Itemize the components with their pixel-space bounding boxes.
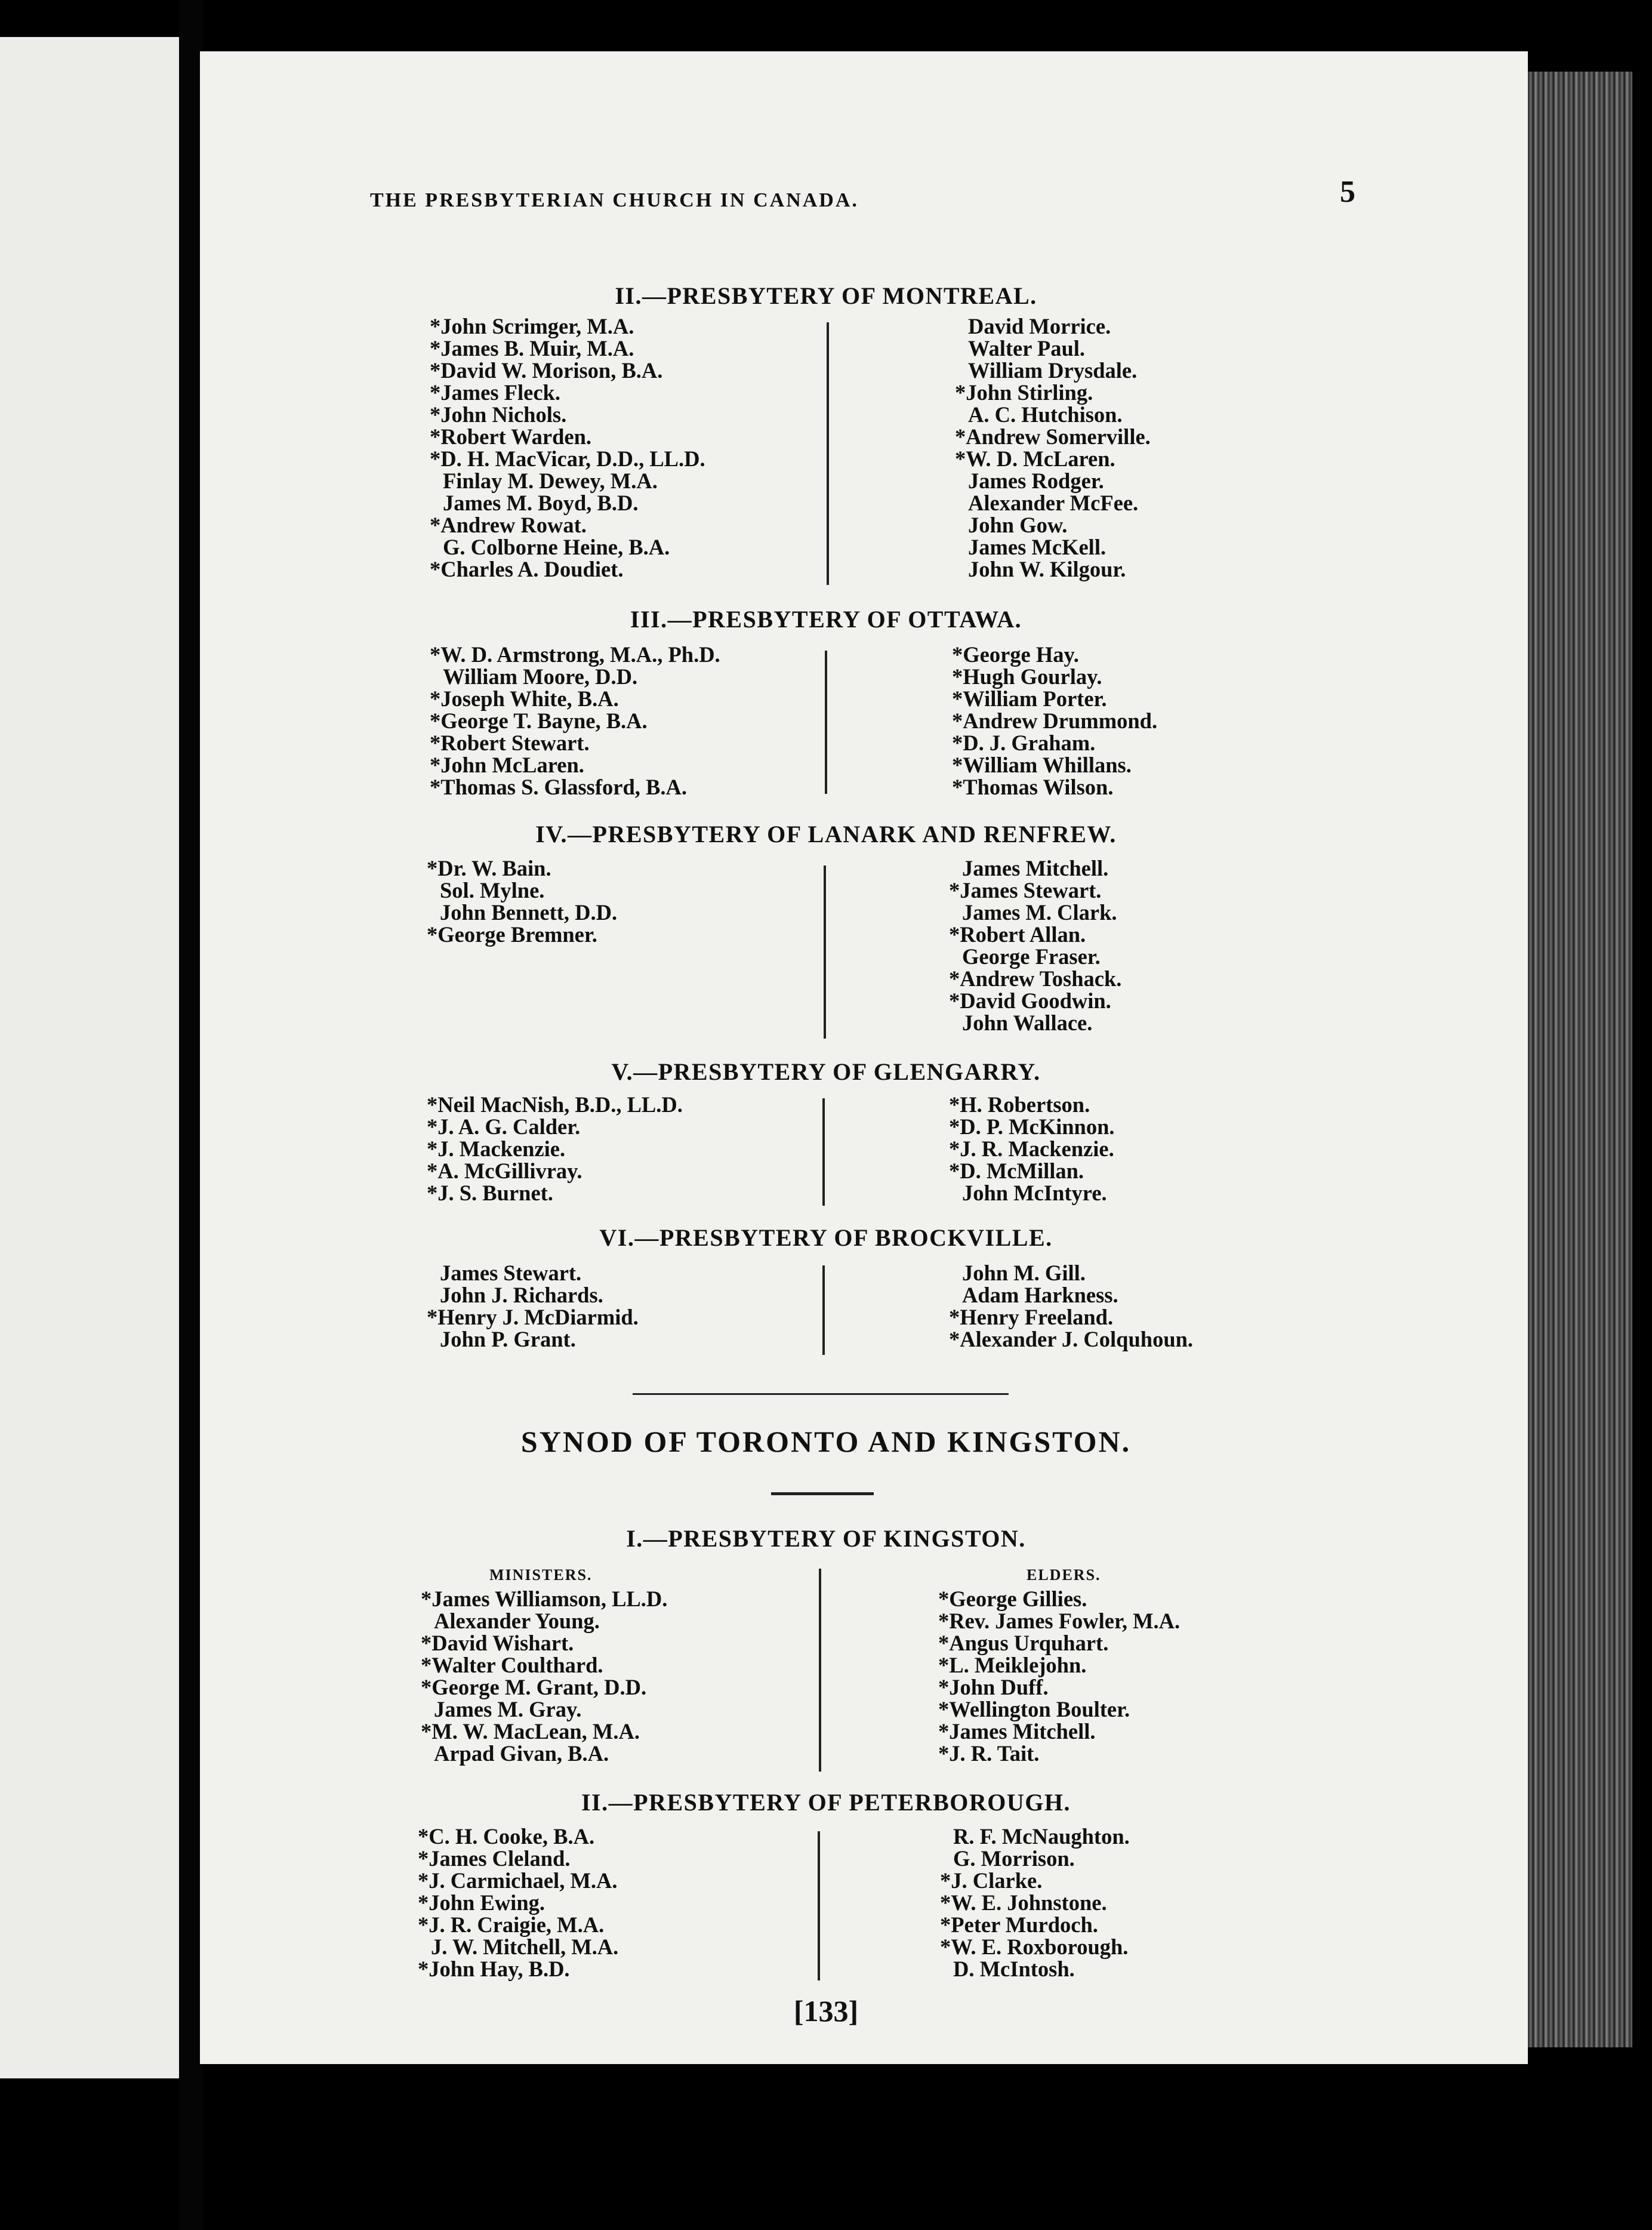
- list-item: *J. Clarke.: [940, 1868, 1043, 1893]
- section-heading-montreal: II.—PRESBYTERY OF MONTREAL.: [615, 282, 1037, 309]
- section-heading-brockville: VI.—PRESBYTERY OF BROCKVILLE.: [599, 1224, 1053, 1251]
- montreal-ministers: [430, 315, 705, 580]
- column-divider: [827, 322, 829, 585]
- column-divider: [822, 1265, 825, 1355]
- column-divider: [818, 1831, 820, 1980]
- list-item: *A. McGillivray.: [427, 1159, 582, 1183]
- list-item: *James B. Muir, M.A.: [430, 336, 634, 361]
- list-item: Adam Harkness.: [962, 1283, 1118, 1307]
- section-heading-peterborough: II.—PRESBYTERY OF PETERBOROUGH.: [581, 1789, 1071, 1816]
- list-item: William Drysdale.: [968, 358, 1138, 383]
- list-item: *John McLaren.: [430, 753, 584, 777]
- section-heading-lanark-renfrew: IV.—PRESBYTERY OF LANARK AND RENFREW.: [535, 821, 1117, 848]
- list-item: James M. Gray.: [434, 1697, 582, 1721]
- list-item: J. W. Mitchell, M.A.: [431, 1935, 619, 1959]
- list-item: *W. D. McLaren.: [955, 446, 1115, 471]
- list-item: G. Colborne Heine, B.A.: [443, 535, 670, 559]
- list-item: *John Hay, B.D.: [418, 1957, 570, 1981]
- lanark-ministers: [427, 857, 617, 945]
- list-item: *J. S. Burnet.: [427, 1181, 553, 1205]
- list-item: *James Williamson, LL.D.: [421, 1587, 668, 1611]
- column-divider: [822, 1098, 825, 1206]
- list-item: *Thomas Wilson.: [952, 775, 1114, 799]
- list-item: *Wellington Boulter.: [938, 1697, 1130, 1721]
- page-number: 5: [1340, 175, 1355, 209]
- section-heading-glengarry: V.—PRESBYTERY OF GLENGARRY.: [611, 1058, 1041, 1085]
- list-item: *J. R. Craigie, M.A.: [418, 1912, 605, 1937]
- column-divider: [824, 865, 826, 1039]
- list-item: *Andrew Toshack.: [949, 966, 1122, 991]
- glengarry-ministers: [427, 1094, 683, 1204]
- list-item: John McIntyre.: [962, 1181, 1107, 1205]
- list-item: James Mitchell.: [962, 856, 1109, 880]
- list-item: *David Goodwin.: [949, 988, 1111, 1013]
- list-item: D. McIntosh.: [953, 1957, 1075, 1981]
- kingston-elders: [938, 1588, 1180, 1764]
- list-item: *George Hay.: [952, 642, 1079, 667]
- list-item: *John Ewing.: [418, 1890, 545, 1915]
- list-item: John J. Richards.: [440, 1283, 603, 1307]
- list-item: G. Morrison.: [953, 1846, 1075, 1871]
- list-item: *J. R. Mackenzie.: [949, 1136, 1114, 1161]
- list-item: Walter Paul.: [968, 336, 1086, 361]
- list-item: *William Whillans.: [952, 753, 1132, 777]
- list-item: *Alexander J. Colquhoun.: [949, 1327, 1194, 1351]
- list-item: *John Scrimger, M.A.: [430, 314, 634, 338]
- list-item: *W. E. Roxborough.: [940, 1935, 1129, 1959]
- list-item: John Bennett, D.D.: [440, 900, 618, 925]
- column-divider: [825, 651, 827, 794]
- list-item: James Rodger.: [968, 469, 1104, 493]
- list-item: *W. D. Armstrong, M.A., Ph.D.: [430, 642, 720, 667]
- list-item: John M. Gill.: [962, 1261, 1086, 1285]
- list-item: *Andrew Rowat.: [430, 513, 587, 537]
- list-item: James McKell.: [968, 535, 1107, 559]
- list-item: *James Stewart.: [949, 878, 1102, 903]
- footer-page-number: [133]: [793, 1994, 859, 2028]
- list-item: *D. P. McKinnon.: [949, 1114, 1115, 1139]
- ministers-label: MINISTERS.: [489, 1566, 593, 1584]
- section-heading-ottawa: III.—PRESBYTERY OF OTTAWA.: [630, 606, 1022, 633]
- elders-label: ELDERS.: [1027, 1566, 1101, 1584]
- list-item: *C. H. Cooke, B.A.: [418, 1824, 595, 1849]
- list-item: *Joseph White, B.A.: [430, 686, 619, 711]
- list-item: *H. Robertson.: [949, 1092, 1090, 1117]
- list-item: *Rev. James Fowler, M.A.: [938, 1609, 1181, 1633]
- list-item: A. C. Hutchison.: [968, 402, 1123, 427]
- list-item: *Andrew Somerville.: [955, 424, 1151, 449]
- peterborough-elders: [940, 1825, 1130, 1980]
- list-item: *James Fleck.: [430, 380, 560, 405]
- list-item: *Charles A. Doudiet.: [430, 557, 624, 581]
- list-item: *George M. Grant, D.D.: [421, 1675, 647, 1699]
- list-item: *John Stirling.: [955, 380, 1093, 405]
- list-item: John W. Kilgour.: [968, 557, 1126, 581]
- list-item: Sol. Mylne.: [440, 878, 545, 903]
- list-item: *Robert Stewart.: [430, 731, 590, 755]
- list-item: John P. Grant.: [440, 1327, 576, 1351]
- list-item: Finlay M. Dewey, M.A.: [443, 469, 658, 493]
- list-item: George Fraser.: [962, 944, 1101, 969]
- list-item: *Hugh Gourlay.: [952, 664, 1102, 689]
- list-item: William Moore, D.D.: [443, 664, 638, 689]
- list-item: John Gow.: [968, 513, 1068, 537]
- book-gutter: [179, 0, 203, 2230]
- list-item: *J. R. Tait.: [938, 1741, 1040, 1766]
- list-item: *William Porter.: [952, 686, 1107, 711]
- list-item: Alexander Young.: [434, 1609, 600, 1633]
- list-item: *Henry Freeland.: [949, 1305, 1114, 1329]
- list-item: John Wallace.: [962, 1011, 1093, 1035]
- list-item: *George T. Bayne, B.A.: [430, 709, 648, 733]
- running-head: [370, 177, 1146, 224]
- list-item: David Morrice.: [968, 314, 1111, 338]
- list-item: Arpad Givan, B.A.: [434, 1741, 609, 1766]
- list-item: *David W. Morison, B.A.: [430, 358, 663, 383]
- list-item: *John Nichols.: [430, 402, 567, 427]
- section-heading-kingston: I.—PRESBYTERY OF KINGSTON.: [626, 1525, 1026, 1552]
- list-item: *D. J. Graham.: [952, 731, 1096, 755]
- list-item: *David Wishart.: [421, 1631, 574, 1655]
- list-item: *Andrew Drummond.: [952, 709, 1158, 733]
- list-item: *D. H. MacVicar, D.D., LL.D.: [430, 446, 705, 471]
- list-item: James M. Clark.: [962, 900, 1117, 925]
- list-item: *Robert Allan.: [949, 922, 1086, 947]
- list-item: *Peter Murdoch.: [940, 1912, 1098, 1937]
- list-item: *D. McMillan.: [949, 1159, 1084, 1183]
- list-item: *George Gillies.: [938, 1587, 1087, 1611]
- list-item: *Henry J. McDiarmid.: [427, 1305, 639, 1329]
- running-title: THE PRESBYTERIAN CHURCH IN CANADA.: [370, 189, 859, 211]
- list-item: James M. Boyd, B.D.: [443, 491, 639, 515]
- glengarry-elders: [949, 1094, 1115, 1204]
- list-item: *J. Mackenzie.: [427, 1136, 566, 1161]
- brockville-ministers: [427, 1262, 639, 1350]
- list-item: *Angus Urquhart.: [938, 1631, 1109, 1655]
- list-item: *M. W. MacLean, M.A.: [421, 1719, 640, 1744]
- list-item: *James Cleland.: [418, 1846, 571, 1871]
- synod-title: SYNOD OF TORONTO AND KINGSTON.: [520, 1425, 1132, 1458]
- list-item: *James Mitchell.: [938, 1719, 1096, 1744]
- synod-rule: [771, 1492, 874, 1495]
- column-divider: [819, 1569, 821, 1772]
- peterborough-ministers: [418, 1825, 618, 1980]
- lanark-elders: [949, 857, 1121, 1034]
- list-item: *George Bremner.: [427, 922, 597, 947]
- list-item: Alexander McFee.: [968, 491, 1139, 515]
- list-item: *W. E. Johnstone.: [940, 1890, 1107, 1915]
- ottawa-ministers: [430, 643, 720, 798]
- section-divider: [633, 1393, 1009, 1395]
- list-item: James Stewart.: [440, 1261, 582, 1285]
- list-item: R. F. McNaughton.: [953, 1824, 1130, 1849]
- list-item: *Thomas S. Glassford, B.A.: [430, 775, 687, 799]
- montreal-elders: [955, 315, 1151, 580]
- list-item: *John Duff.: [938, 1675, 1049, 1699]
- list-item: *Neil MacNish, B.D., LL.D.: [427, 1092, 683, 1117]
- list-item: *Robert Warden.: [430, 424, 592, 449]
- list-item: *Dr. W. Bain.: [427, 856, 551, 880]
- list-item: *J. A. G. Calder.: [427, 1114, 581, 1139]
- list-item: *L. Meiklejohn.: [938, 1653, 1087, 1677]
- kingston-ministers: [421, 1588, 667, 1764]
- ottawa-elders: [952, 643, 1157, 798]
- list-item: *Walter Coulthard.: [421, 1653, 603, 1677]
- list-item: *J. Carmichael, M.A.: [418, 1868, 618, 1893]
- brockville-elders: [949, 1262, 1193, 1350]
